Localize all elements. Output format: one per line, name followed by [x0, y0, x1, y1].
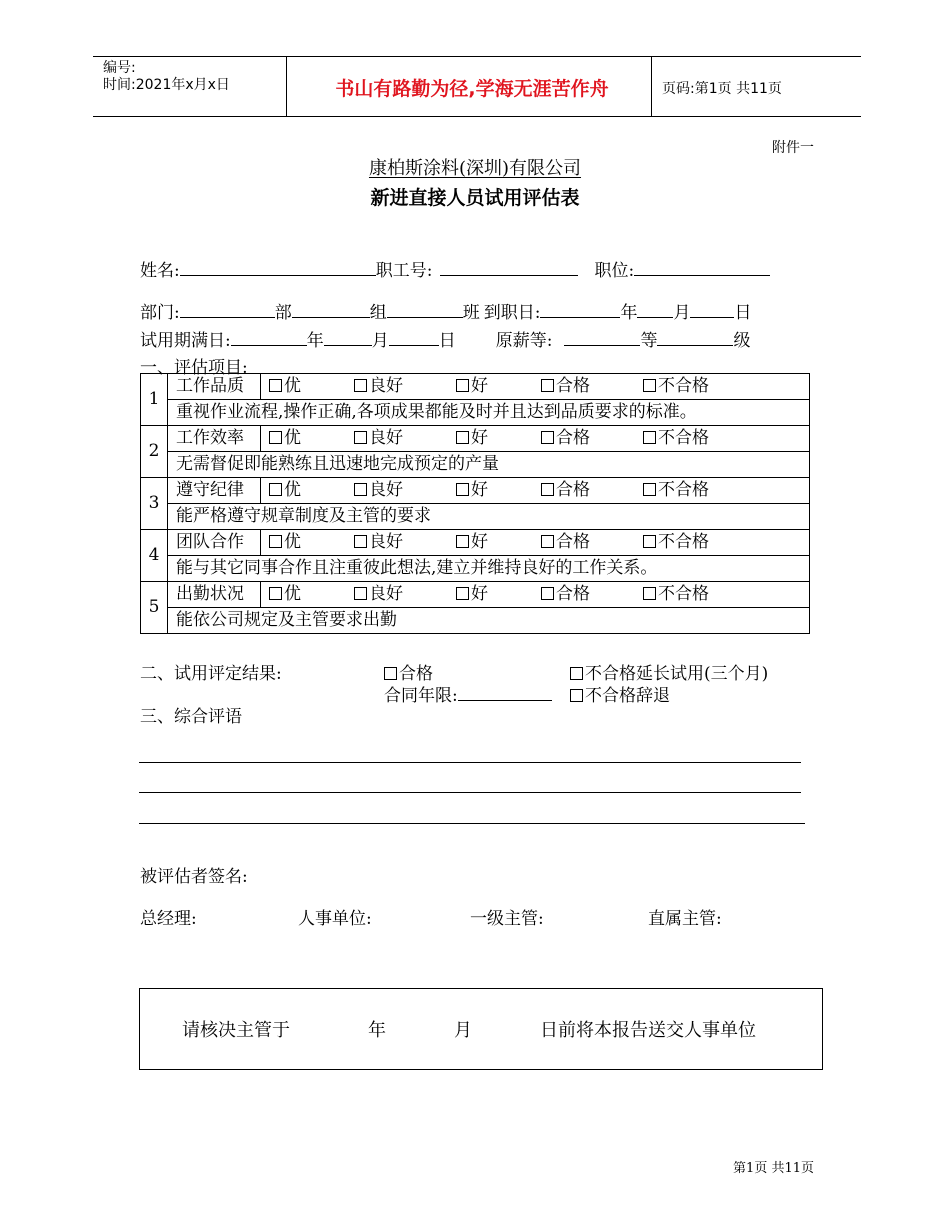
- checkbox[interactable]: [354, 587, 367, 600]
- checkbox[interactable]: [643, 379, 656, 392]
- checkbox[interactable]: [541, 587, 554, 600]
- company-name: [0, 154, 950, 180]
- evaluation-description-row: [141, 400, 810, 426]
- checkbox[interactable]: [456, 379, 469, 392]
- checkbox[interactable]: [269, 379, 282, 392]
- info-row-name: [140, 256, 770, 281]
- rating-option[interactable]: [354, 530, 456, 555]
- rating-option[interactable]: [541, 426, 643, 451]
- rating-options: [261, 530, 810, 556]
- checkbox[interactable]: [269, 431, 282, 444]
- first-level-signature-label: 一级主管:: [470, 909, 544, 929]
- result-pass-label: 合格: [399, 664, 433, 684]
- notice-month: 月: [454, 1020, 472, 1041]
- checkbox[interactable]: [541, 535, 554, 548]
- rating-options: [261, 582, 810, 608]
- rating-option[interactable]: [269, 530, 354, 555]
- form-title: 新进直接人员试用评估表: [370, 187, 580, 209]
- checkbox[interactable]: [354, 535, 367, 548]
- rating-option-label: 合格: [556, 428, 590, 448]
- join-month-field[interactable]: [637, 303, 673, 318]
- evaluation-description-row: [141, 452, 810, 478]
- join-day-suffix: 日: [734, 303, 752, 323]
- salary-grade-field[interactable]: [564, 331, 640, 346]
- contract-years-field[interactable]: [458, 686, 552, 701]
- join-year-field[interactable]: [540, 303, 620, 318]
- evaluation-description-row: [141, 504, 810, 530]
- trial-month-field[interactable]: [324, 331, 372, 346]
- salary-label: 原薪等:: [495, 331, 553, 351]
- evaluation-row: [141, 374, 810, 400]
- rating-option-label: 好: [471, 480, 488, 500]
- checkbox[interactable]: [269, 535, 282, 548]
- notice-text-2: 日前将本报告送交人事单位: [540, 1020, 756, 1041]
- evaluation-row: [141, 478, 810, 504]
- rating-option[interactable]: [269, 478, 354, 503]
- rating-option[interactable]: [456, 582, 541, 607]
- notice-box: [139, 988, 823, 1070]
- page-header: [93, 56, 861, 117]
- rating-option-label: 优: [284, 480, 301, 500]
- rating-option-label: 好: [471, 376, 488, 396]
- checkbox[interactable]: [643, 587, 656, 600]
- item-description: 能与其它同事合作且注重彼此想法,建立并维持良好的工作关系。: [168, 556, 810, 582]
- checkbox[interactable]: [570, 689, 583, 702]
- grade-suffix: 等: [640, 331, 658, 351]
- rating-option[interactable]: [643, 530, 709, 555]
- rating-option[interactable]: [269, 582, 354, 607]
- checkbox[interactable]: [354, 483, 367, 496]
- rating-option[interactable]: [456, 426, 541, 451]
- checkbox[interactable]: [570, 667, 583, 680]
- company-name-text: 康柏斯涂料(深圳)有限公司: [368, 158, 582, 179]
- join-date-label: 到职日:: [483, 303, 541, 323]
- checkbox[interactable]: [541, 431, 554, 444]
- contract-label: 合同年限:: [384, 686, 458, 706]
- trial-day-suffix: 日: [438, 331, 456, 351]
- join-month-suffix: 月: [673, 303, 691, 323]
- trial-year-suffix: 年: [306, 331, 324, 351]
- position-field[interactable]: [634, 261, 770, 276]
- position-label: 职位:: [594, 261, 635, 281]
- header-motto: 书山有路勤为径,学海无涯苦作舟: [335, 78, 609, 100]
- rating-option-label: 合格: [556, 480, 590, 500]
- checkbox[interactable]: [456, 483, 469, 496]
- level-suffix: 级: [733, 331, 751, 351]
- checkbox[interactable]: [354, 431, 367, 444]
- rating-option-label: 不合格: [658, 480, 709, 500]
- hr-signature-label: 人事单位:: [298, 909, 372, 929]
- item-number: 2: [141, 426, 168, 478]
- rating-options: [261, 426, 810, 452]
- rating-option[interactable]: [541, 478, 643, 503]
- rating-option-label: 不合格: [658, 376, 709, 396]
- rating-option[interactable]: [354, 426, 456, 451]
- rating-option-label: 优: [284, 376, 301, 396]
- join-year-suffix: 年: [620, 303, 638, 323]
- rating-option[interactable]: [269, 426, 354, 451]
- rating-option[interactable]: [269, 374, 354, 399]
- checkbox[interactable]: [643, 535, 656, 548]
- result-dismiss-option[interactable]: [570, 681, 670, 706]
- dept-field[interactable]: [180, 303, 275, 318]
- item-category: 工作品质: [168, 374, 261, 400]
- rating-option-label: 好: [471, 584, 488, 604]
- rating-option[interactable]: [456, 374, 541, 399]
- rating-option-label: 不合格: [658, 428, 709, 448]
- item-number: 1: [141, 374, 168, 426]
- checkbox[interactable]: [541, 483, 554, 496]
- item-category: 团队合作: [168, 530, 261, 556]
- rating-option[interactable]: [643, 478, 709, 503]
- checkbox[interactable]: [643, 431, 656, 444]
- rating-option-label: 合格: [556, 584, 590, 604]
- header-page-info: 页码:第1页 共11页: [662, 81, 782, 97]
- number-label: 编号:: [103, 60, 136, 76]
- checkbox[interactable]: [269, 587, 282, 600]
- rating-option-label: 良好: [369, 584, 403, 604]
- evaluation-row: [141, 530, 810, 556]
- shift-suffix: 班: [462, 303, 480, 323]
- rating-option[interactable]: [456, 530, 541, 555]
- item-category: 遵守纪律: [168, 478, 261, 504]
- rating-option-label: 不合格: [658, 532, 709, 552]
- notice-text-1: 请核决主管于: [182, 1020, 290, 1041]
- item-description: 能依公司规定及主管要求出勤: [168, 608, 810, 634]
- rating-option[interactable]: [643, 582, 709, 607]
- attachment-label: 附件一: [772, 140, 814, 156]
- dept-label: 部门:: [140, 303, 180, 323]
- rating-options: [261, 478, 810, 504]
- shift-field[interactable]: [387, 303, 463, 318]
- checkbox[interactable]: [456, 431, 469, 444]
- evaluation-table: [140, 373, 810, 634]
- result-dismiss-label: 不合格辞退: [585, 686, 670, 706]
- trial-day-field[interactable]: [389, 331, 439, 346]
- time-label: 时间:2021年x月x日: [103, 77, 230, 93]
- checkbox[interactable]: [384, 667, 397, 680]
- item-number: 4: [141, 530, 168, 582]
- rating-option-label: 优: [284, 428, 301, 448]
- item-category: 工作效率: [168, 426, 261, 452]
- comment-line[interactable]: [139, 792, 801, 793]
- contract-row: [384, 681, 552, 706]
- page-footer: 第1页 共11页: [733, 1161, 814, 1176]
- rating-option-label: 好: [471, 532, 488, 552]
- trial-year-field[interactable]: [231, 331, 307, 346]
- salary-level-field[interactable]: [657, 331, 733, 346]
- name-field[interactable]: [180, 261, 376, 276]
- gm-signature-label: 总经理:: [140, 909, 197, 929]
- info-row-trial: [140, 326, 750, 351]
- rating-option-label: 优: [284, 584, 301, 604]
- section3-title: 三、综合评语: [140, 707, 242, 727]
- checkbox[interactable]: [541, 379, 554, 392]
- rating-option-label: 优: [284, 532, 301, 552]
- evaluatee-signature-label: 被评估者签名:: [140, 867, 248, 887]
- group-suffix: 组: [369, 303, 387, 323]
- rating-option[interactable]: [354, 478, 456, 503]
- rating-option[interactable]: [456, 478, 541, 503]
- rating-option[interactable]: [541, 374, 643, 399]
- header-meta: [103, 60, 230, 94]
- checkbox[interactable]: [456, 587, 469, 600]
- info-row-dept: [140, 298, 751, 323]
- evaluation-row: [141, 426, 810, 452]
- item-description: 能严格遵守规章制度及主管的要求: [168, 504, 810, 530]
- rating-option-label: 不合格: [658, 584, 709, 604]
- group-field[interactable]: [292, 303, 370, 318]
- checkbox[interactable]: [643, 483, 656, 496]
- comment-line[interactable]: [139, 762, 801, 763]
- comment-line[interactable]: [139, 823, 805, 824]
- item-description: 重视作业流程,操作正确,各项成果都能及时并且达到品质要求的标准。: [168, 400, 810, 426]
- section1-title: 一、评估项目:: [140, 358, 248, 378]
- rating-option-label: 良好: [369, 428, 403, 448]
- item-number: 3: [141, 478, 168, 530]
- rating-option[interactable]: [541, 530, 643, 555]
- rating-option-label: 合格: [556, 532, 590, 552]
- rating-option-label: 合格: [556, 376, 590, 396]
- employee-no-field[interactable]: [440, 261, 578, 276]
- rating-option-label: 良好: [369, 532, 403, 552]
- section2-title: 二、试用评定结果:: [140, 664, 282, 684]
- header-divider: [286, 57, 287, 116]
- result-extend-label: 不合格延长试用(三个月): [585, 664, 769, 684]
- evaluation-description-row: [141, 556, 810, 582]
- rating-option-label: 良好: [369, 376, 403, 396]
- checkbox[interactable]: [456, 535, 469, 548]
- rating-option[interactable]: [354, 374, 456, 399]
- trial-month-suffix: 月: [371, 331, 389, 351]
- evaluation-row: [141, 582, 810, 608]
- rating-option[interactable]: [541, 582, 643, 607]
- item-number: 5: [141, 582, 168, 634]
- rating-options: [261, 374, 810, 400]
- evaluation-description-row: [141, 608, 810, 634]
- rating-option[interactable]: [643, 374, 709, 399]
- dept-suffix: 部: [274, 303, 292, 323]
- rating-option-label: 良好: [369, 480, 403, 500]
- notice-year: 年: [368, 1020, 386, 1041]
- item-description: 无需督促即能熟练且迅速地完成预定的产量: [168, 452, 810, 478]
- join-day-field[interactable]: [690, 303, 734, 318]
- rating-option-label: 好: [471, 428, 488, 448]
- trial-end-label: 试用期满日:: [140, 331, 231, 351]
- checkbox[interactable]: [354, 379, 367, 392]
- item-category: 出勤状况: [168, 582, 261, 608]
- rating-option[interactable]: [643, 426, 709, 451]
- employee-no-label: 职工号:: [375, 261, 433, 281]
- checkbox[interactable]: [269, 483, 282, 496]
- direct-signature-label: 直属主管:: [648, 909, 722, 929]
- name-label: 姓名:: [140, 261, 180, 281]
- rating-option[interactable]: [354, 582, 456, 607]
